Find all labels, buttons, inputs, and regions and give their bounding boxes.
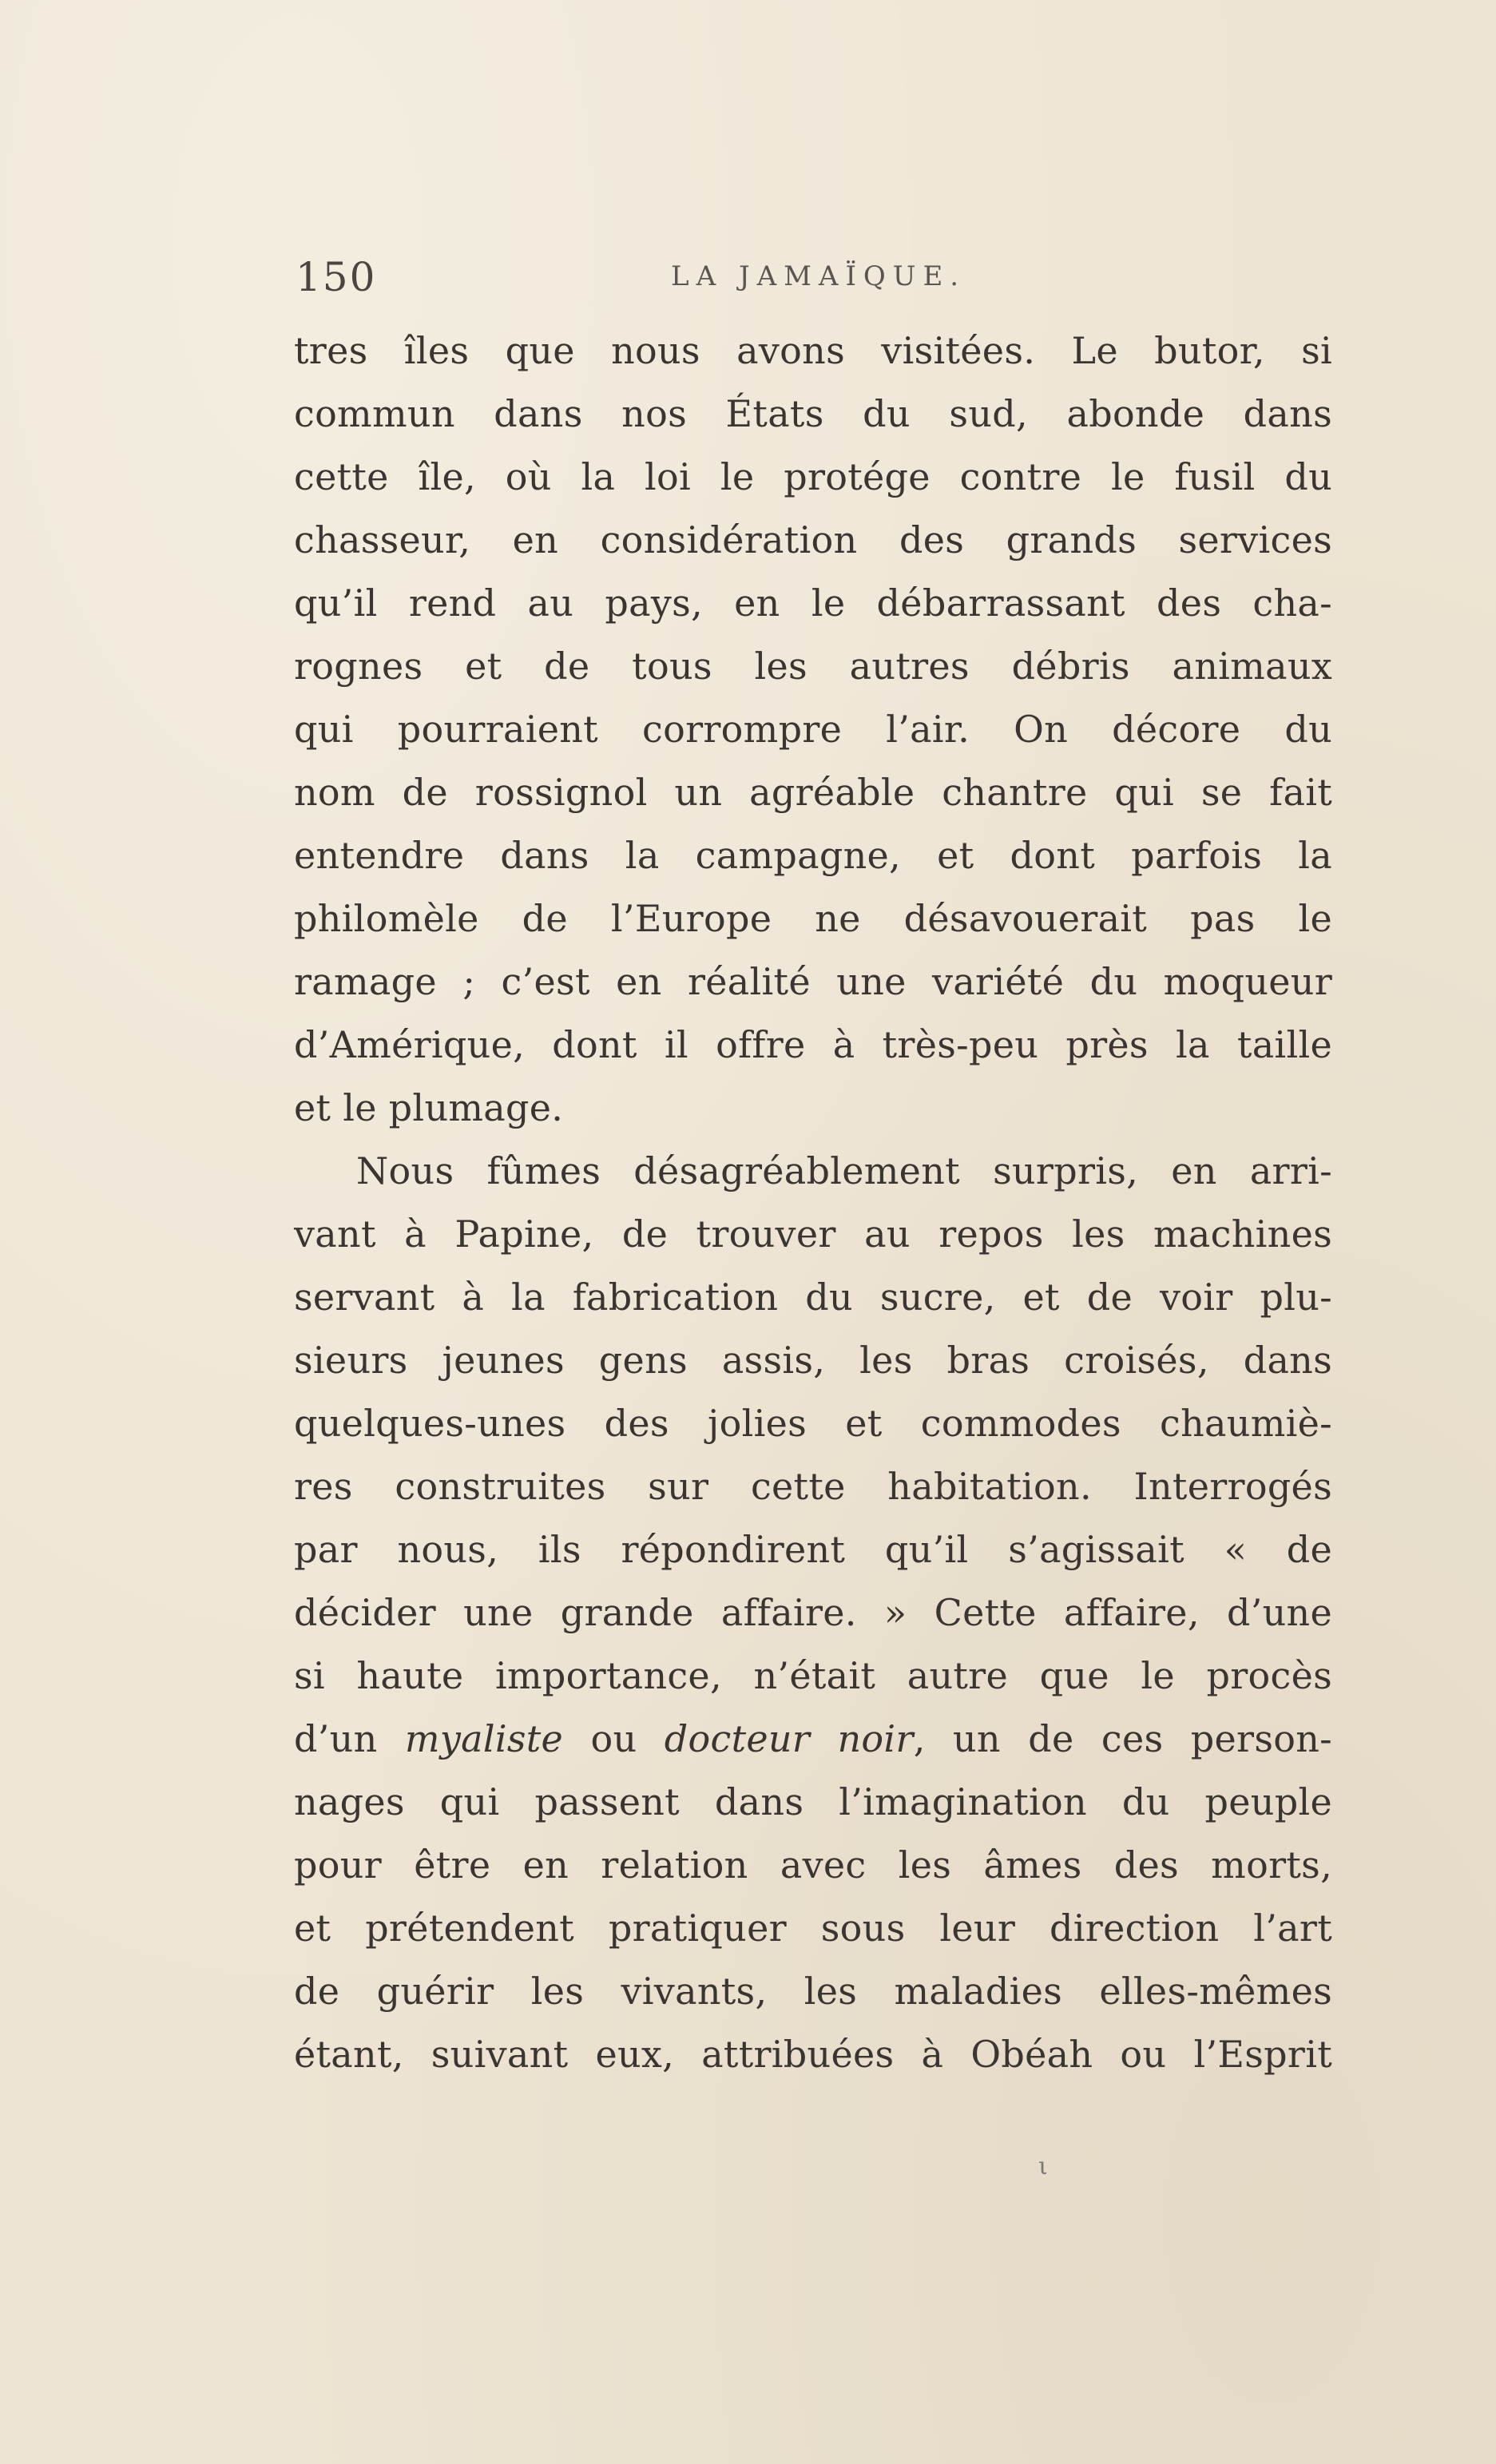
running-title: LA JAMAÏQUE.: [671, 260, 966, 292]
italic-term-myaliste: myaliste: [404, 1717, 564, 1760]
text-line: ramage ; c’est en réalité une variété du moqueur: [294, 960, 1332, 1003]
text-line: quelques-unes des jolies et commodes chaumiè-: [294, 1402, 1332, 1445]
text-body: [294, 319, 1332, 2086]
text-line: commun dans nos États du sud, abonde dans: [294, 392, 1332, 435]
text-line: et prétendent pratiquer sous leur direction l’art: [294, 1907, 1332, 1950]
text-line: servant à la fabrication du sucre, et de voir plu-: [294, 1276, 1332, 1319]
text-line-paragraph-start: Nous fûmes désagréablement surpris, en arri-: [356, 1149, 1332, 1192]
italic-term-docteur-noir: docteur noir: [664, 1717, 914, 1760]
text-line: d’Amérique, dont il offre à très-peu près la taille: [294, 1023, 1332, 1066]
text-line: rognes et de tous les autres débris animaux: [294, 645, 1332, 688]
text-line: res construites sur cette habitation. Interrogés: [294, 1465, 1332, 1508]
text-line: étant, suivant eux, attribuées à Obéah ou l’Esprit: [294, 2033, 1332, 2076]
footer-mark: ι: [1038, 2153, 1048, 2180]
text-line-paragraph-end: et le plumage.: [294, 1086, 564, 1129]
text-line: philomèle de l’Europe ne désavouerait pas le: [294, 897, 1332, 940]
text-line: chasseur, en considération des grands services: [294, 518, 1332, 561]
text-line: nom de rossignol un agréable chantre qui se fait: [294, 771, 1332, 814]
text-line: tres îles que nous avons visitées. Le butor, si: [294, 329, 1332, 372]
text-line: cette île, où la loi le protége contre le fusil du: [294, 455, 1332, 498]
text-line: sieurs jeunes gens assis, les bras croisés, dans: [294, 1339, 1332, 1382]
page-header: [296, 254, 1334, 302]
text-line: décider une grande affaire. » Cette affaire, d’une: [294, 1591, 1332, 1634]
text-run: d’un: [294, 1717, 405, 1760]
text-line-with-italics: [294, 1708, 1332, 1771]
text-line: qui pourraient corrompre l’air. On décore du: [294, 708, 1332, 751]
text-line: vant à Papine, de trouver au repos les machines: [294, 1212, 1332, 1256]
text-line: pour être en relation avec les âmes des morts,: [294, 1843, 1332, 1887]
text-line: de guérir les vivants, les maladies elles-mêmes: [294, 1970, 1332, 2013]
text-line: par nous, ils répondirent qu’il s’agissait « de: [294, 1528, 1332, 1571]
text-run: , un de ces person-: [913, 1717, 1332, 1760]
text-line: entendre dans la campagne, et dont parfois la: [294, 834, 1332, 877]
text-run: ou: [563, 1717, 665, 1760]
text-line: nages qui passent dans l’imagination du peuple: [294, 1780, 1332, 1823]
text-line: qu’il rend au pays, en le débarrassant des cha-: [294, 581, 1332, 625]
text-line: si haute importance, n’était autre que le procès: [294, 1654, 1332, 1697]
page-number: 150: [296, 254, 377, 300]
